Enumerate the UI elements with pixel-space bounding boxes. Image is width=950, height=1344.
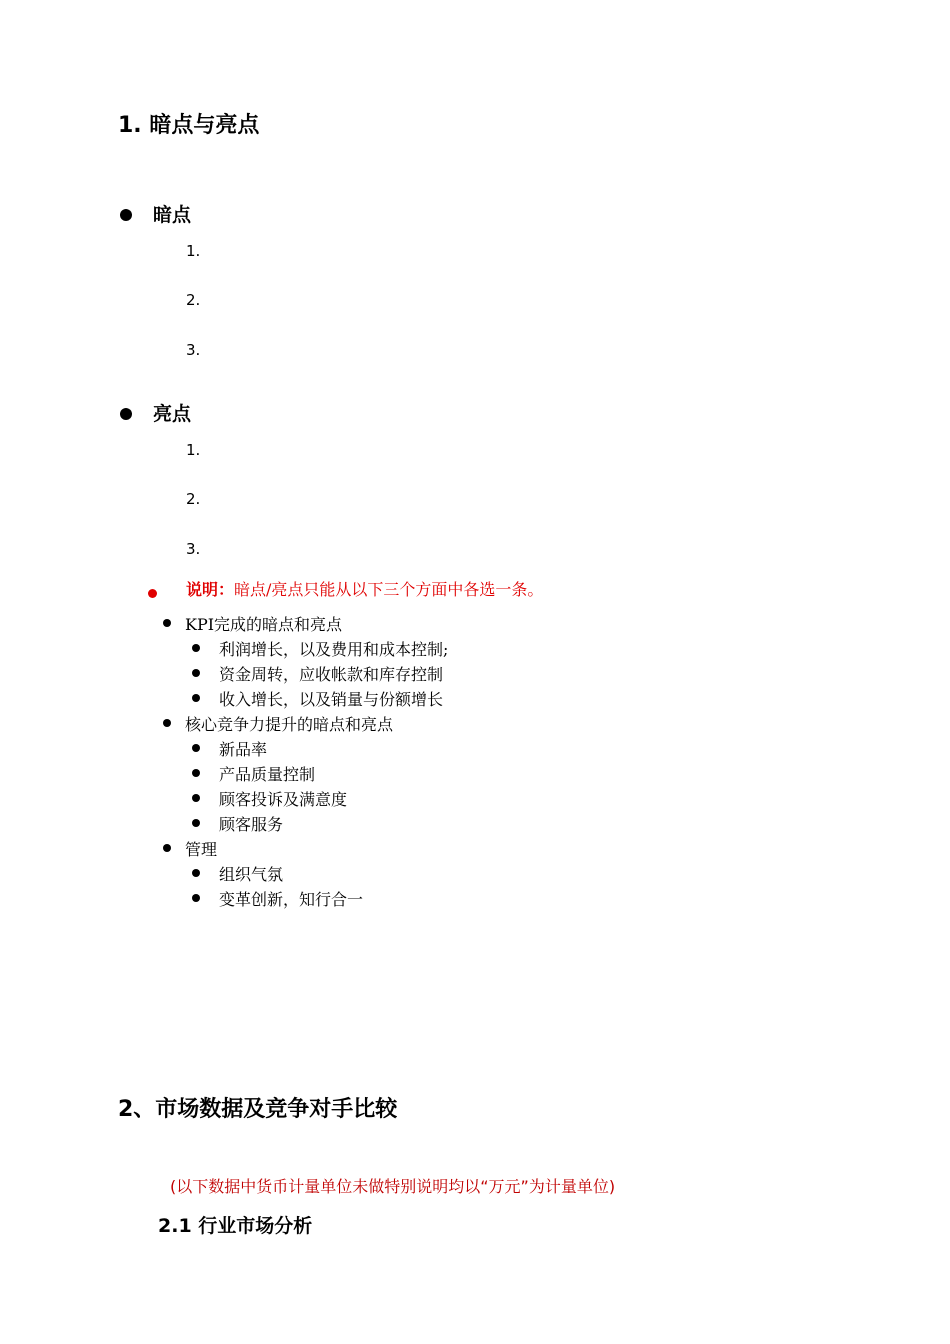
dark-bullet-icon — [120, 206, 132, 225]
list-item-text: 新品率 — [219, 739, 268, 759]
note-bullet-icon — [148, 583, 157, 602]
aspect-core — [163, 712, 393, 734]
dark-item-2: 2. — [186, 291, 201, 309]
note — [186, 577, 543, 600]
list-item — [192, 662, 443, 684]
list-item-text: 产品质量控制 — [219, 764, 316, 784]
list-item — [192, 637, 448, 659]
bullet-icon — [192, 894, 200, 902]
list-item-text: 变革创新，知行合一 — [219, 889, 364, 909]
aspect-management — [163, 837, 217, 859]
section1-title: 1. 暗点与亮点 — [118, 113, 260, 138]
list-item-text: 顾客服务 — [219, 814, 284, 834]
dark-item-3: 3. — [186, 341, 201, 359]
bullet-icon — [192, 769, 200, 777]
aspect-label: 核心竞争力提升的暗点和亮点 — [185, 714, 394, 734]
bullet-icon — [192, 644, 200, 652]
note-text: 暗点/亮点只能从以下三个方面中各选一条。 — [234, 580, 544, 599]
aspect-kpi — [163, 612, 342, 634]
bright-bullet-icon — [120, 405, 132, 424]
currency-note: (以下数据中货币计量单位未做特别说明均以“万元”为计量单位) — [170, 1177, 616, 1196]
list-item — [192, 887, 363, 909]
bullet-icon — [163, 719, 171, 727]
bright-heading: 亮点 — [153, 403, 192, 425]
note-label: 说明： — [186, 580, 235, 599]
bullet-icon — [192, 794, 200, 802]
dark-heading: 暗点 — [153, 204, 192, 226]
bullet-icon — [163, 619, 171, 627]
bright-item-3: 3. — [186, 540, 201, 558]
aspect-label: 管理 — [185, 839, 218, 859]
list-item — [192, 812, 283, 834]
list-item-text: 顾客投诉及满意度 — [219, 789, 348, 809]
section2-title: 2、市场数据及竞争对手比较 — [118, 1097, 398, 1122]
dark-item-1: 1. — [186, 242, 201, 260]
subsection-title: 2.1 行业市场分析 — [158, 1215, 313, 1237]
bullet-icon — [192, 819, 200, 827]
list-item-text: 收入增长，以及销量与份额增长 — [219, 689, 444, 709]
list-item — [192, 762, 315, 784]
list-item-text: 组织气氛 — [219, 864, 284, 884]
bright-item-2: 2. — [186, 490, 201, 508]
list-item-text: 利润增长，以及费用和成本控制; — [219, 639, 449, 659]
list-item-text: 资金周转，应收帐款和库存控制 — [219, 664, 444, 684]
bullet-icon — [163, 844, 171, 852]
list-item — [192, 737, 267, 759]
bullet-icon — [192, 669, 200, 677]
aspect-label: KPI完成的暗点和亮点 — [185, 614, 343, 634]
list-item — [192, 862, 283, 884]
list-item — [192, 687, 443, 709]
list-item — [192, 787, 347, 809]
bright-item-1: 1. — [186, 441, 201, 459]
bullet-icon — [192, 744, 200, 752]
bullet-icon — [192, 694, 200, 702]
bullet-icon — [192, 869, 200, 877]
